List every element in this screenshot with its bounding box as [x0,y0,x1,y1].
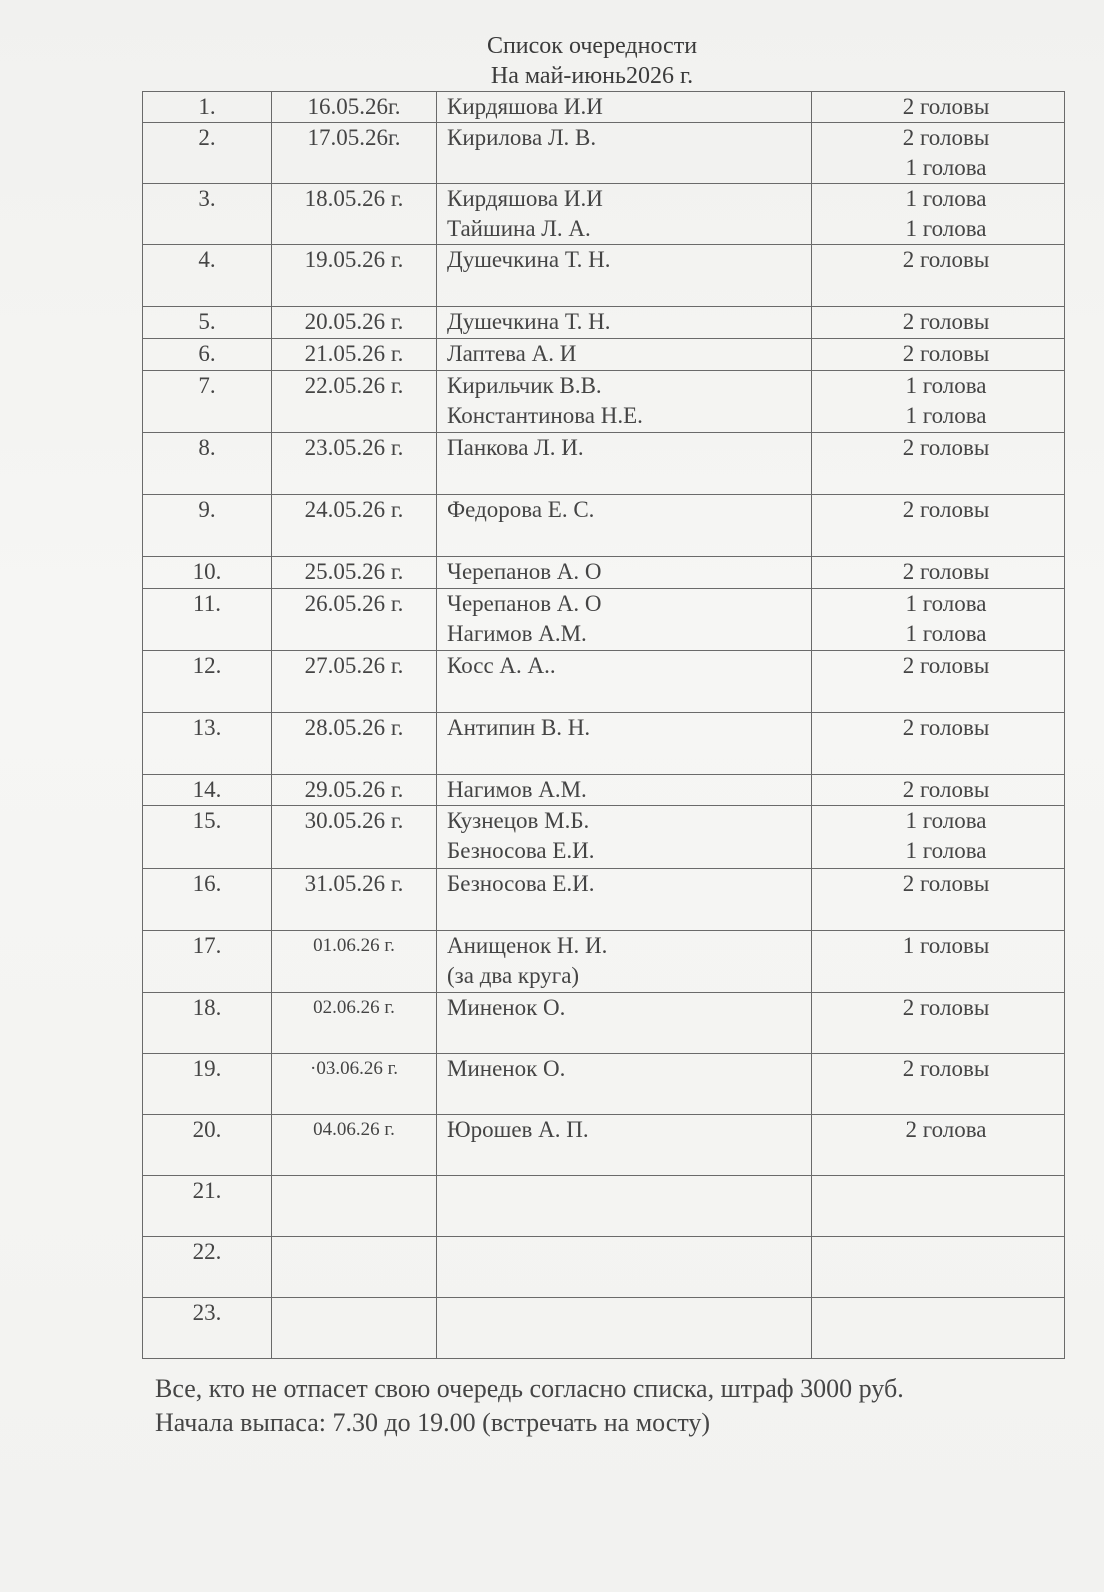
owner-name: Константинова Н.Е. [447,403,643,428]
owner-name: Нагимов А.М. [447,621,587,646]
owner-cell [437,307,812,339]
head-count-cell [812,1115,1065,1176]
owner-name: Панкова Л. И. [447,435,584,460]
date-cell [272,651,437,713]
row-number: 8. [198,435,216,460]
date-cell [272,245,437,307]
row-number: 22. [192,1239,222,1264]
duty-date: 30.05.26 г. [304,808,404,833]
owner-cell [437,993,812,1054]
date-cell [272,1054,437,1115]
row-number-cell [143,245,272,307]
queue-table-body [143,92,1065,1359]
date-cell [272,307,437,339]
date-cell [272,589,437,651]
date-cell [272,1176,437,1237]
duty-date: 20.05.26 г. [304,309,404,334]
table-row [143,869,1065,931]
row-number: 11. [193,591,221,616]
date-cell [272,775,437,806]
head-count-cell [812,123,1065,184]
head-count-cell [812,1054,1065,1115]
owner-cell [437,184,812,245]
row-number-cell [143,1115,272,1176]
owner-cell [437,339,812,371]
duty-date: 26.05.26 г. [304,591,404,616]
head-count: 1 головы [902,933,990,958]
owner-name: Нагимов А.М. [447,777,587,802]
owner-cell [437,1115,812,1176]
date-cell [272,92,437,123]
owner-cell [437,775,812,806]
table-row [143,589,1065,651]
head-count-cell [812,1176,1065,1237]
duty-date: 19.05.26 г. [304,247,404,272]
date-cell [272,1115,437,1176]
owner-cell [437,589,812,651]
owner-name: Лаптева А. И [447,341,577,366]
head-count-cell [812,92,1065,123]
row-number-cell [143,806,272,869]
grazing-hours-note: Начала выпаса: 7.30 до 19.00 (встречать на мосту) [155,1408,711,1437]
table-row [143,371,1065,433]
head-count-cell [812,775,1065,806]
owner-cell [437,123,812,184]
head-count: 2 головы [902,1056,990,1081]
head-count: 2 головы [902,309,990,334]
owner-cell [437,245,812,307]
duty-date: 27.05.26 г. [304,653,404,678]
head-count-cell [812,869,1065,931]
row-number: 9. [198,497,216,522]
row-number: 14. [192,777,222,802]
table-row [143,931,1065,993]
date-cell [272,123,437,184]
date-cell [272,1237,437,1298]
row-number-cell [143,1054,272,1115]
owner-cell [437,92,812,123]
owner-cell [437,495,812,557]
table-row [143,1054,1065,1115]
duty-date: 04.06.26 г. [313,1119,395,1140]
row-number: 3. [198,186,216,211]
owner-name: Кирилова Л. В. [447,125,597,150]
head-count: 2 головы [902,559,990,584]
table-row [143,557,1065,589]
owner-cell [437,713,812,775]
table-row [143,1115,1065,1176]
owner-cell [437,1054,812,1115]
duty-date: 29.05.26 г. [304,777,404,802]
head-count-cell [812,245,1065,307]
owner-name: Кирдяшова И.И [447,94,603,119]
owner-name: Душечкина Т. Н. [447,309,611,334]
head-count: 2 головы [902,125,990,150]
row-number: 1. [198,94,216,119]
owner-cell [437,931,812,993]
head-count-cell [812,557,1065,589]
date-cell [272,339,437,371]
head-count-cell [812,307,1065,339]
row-number: 20. [192,1117,222,1142]
row-number: 21. [192,1178,222,1203]
table-row [143,495,1065,557]
table-row [143,433,1065,495]
head-count: 2 головы [902,247,990,272]
row-number: 15. [192,808,222,833]
duty-date: 22.05.26 г. [304,373,404,398]
row-number-cell [143,371,272,433]
table-row [143,307,1065,339]
row-number-cell [143,92,272,123]
table-row [143,1298,1065,1359]
owner-cell [437,869,812,931]
table-row [143,1176,1065,1237]
head-count-cell [812,339,1065,371]
head-count: 2 головы [902,653,990,678]
date-cell [272,931,437,993]
document-title: Список очередности [486,33,698,59]
row-number-cell [143,1298,272,1359]
owner-cell [437,433,812,495]
owner-name: Кирильчик В.В. [447,373,602,398]
row-number-cell [143,307,272,339]
head-count-cell [812,495,1065,557]
head-count-cell [812,931,1065,993]
head-count: 2 головы [902,497,990,522]
document-subtitle: На май-июнь2026 г. [490,63,694,89]
head-count-cell [812,806,1065,869]
owner-name: Душечкина Т. Н. [447,247,611,272]
owner-name: Федорова Е. С. [447,497,595,522]
table-row [143,1237,1065,1298]
row-number-cell [143,433,272,495]
head-count: 1 голова [905,621,987,646]
duty-date: 18.05.26 г. [304,186,404,211]
head-count-cell [812,433,1065,495]
owner-name: Кузнецов М.Б. [447,808,590,833]
owner-name: Антипин В. Н. [447,715,591,740]
date-cell [272,371,437,433]
row-number: 18. [192,995,222,1020]
head-count-cell [812,371,1065,433]
row-number-cell [143,713,272,775]
row-number-cell [143,931,272,993]
date-cell [272,993,437,1054]
owner-cell [437,371,812,433]
owner-name: Кирдяшова И.И [447,186,603,211]
duty-date: 28.05.26 г. [304,715,404,740]
table-row [143,123,1065,184]
owner-name: Черепанов А. О [447,559,602,584]
head-count: 2 головы [902,715,990,740]
duty-date: 02.06.26 г. [313,997,395,1018]
row-number: 13. [192,715,222,740]
owner-name: Миненок О. [447,1056,566,1081]
duty-date: 17.05.26г. [307,125,401,150]
head-count: 2 головы [902,871,990,896]
row-number: 17. [192,933,222,958]
row-number-cell [143,651,272,713]
row-number-cell [143,589,272,651]
row-number-cell [143,775,272,806]
date-cell [272,495,437,557]
duty-date: ·03.06.26 г. [310,1058,398,1079]
row-number: 6. [198,341,216,366]
head-count-cell [812,993,1065,1054]
head-count: 1 голова [905,591,987,616]
owner-cell [437,651,812,713]
owner-name: Безносова Е.И. [447,838,595,863]
head-count-cell [812,589,1065,651]
row-number-cell [143,184,272,245]
head-count: 2 головы [902,435,990,460]
date-cell [272,433,437,495]
head-count: 2 головы [902,341,990,366]
date-cell [272,713,437,775]
table-row [143,993,1065,1054]
row-number-cell [143,557,272,589]
row-number-cell [143,869,272,931]
duty-date: 01.06.26 г. [313,935,395,956]
head-count: 2 головы [902,995,990,1020]
duty-date: 25.05.26 г. [304,559,404,584]
queue-table [142,91,1065,1359]
row-number-cell [143,339,272,371]
head-count: 1 голова [905,186,987,211]
date-cell [272,1298,437,1359]
table-row [143,339,1065,371]
owner-name: Миненок О. [447,995,566,1020]
owner-cell [437,1237,812,1298]
owner-name: Юрошев А. П. [447,1117,589,1142]
head-count: 2 голова [905,1117,987,1142]
owner-name: Безносова Е.И. [447,871,595,896]
table-row [143,92,1065,123]
row-number: 5. [198,309,216,334]
owner-name: (за два круга) [447,963,580,988]
table-row [143,806,1065,869]
row-number-cell [143,1176,272,1237]
owner-cell [437,1176,812,1237]
date-cell [272,184,437,245]
row-number: 4. [198,247,216,272]
head-count: 2 головы [902,94,990,119]
duty-date: 16.05.26г. [307,94,401,119]
row-number: 12. [192,653,222,678]
head-count-cell [812,184,1065,245]
table-row [143,713,1065,775]
head-count-cell [812,1237,1065,1298]
table-row [143,775,1065,806]
duty-date: 21.05.26 г. [304,341,404,366]
row-number: 7. [198,373,216,398]
head-count-cell [812,713,1065,775]
head-count: 1 голова [905,403,987,428]
owner-cell [437,557,812,589]
owner-name: Анищенок Н. И. [447,933,608,958]
head-count-cell [812,1298,1065,1359]
duty-date: 31.05.26 г. [304,871,404,896]
head-count: 2 головы [902,777,990,802]
head-count: 1 голова [905,216,987,241]
owner-name: Косс А. А.. [447,653,556,678]
row-number: 19. [192,1056,222,1081]
date-cell [272,869,437,931]
row-number-cell [143,1237,272,1298]
duty-date: 23.05.26 г. [304,435,404,460]
date-cell [272,557,437,589]
head-count: 1 голова [905,838,987,863]
row-number-cell [143,993,272,1054]
penalty-note: Все, кто не отпасет свою очередь согласно списка, штраф 3000 руб. [155,1374,904,1403]
owner-name: Тайшина Л. А. [447,216,591,241]
table-row [143,184,1065,245]
row-number: 23. [192,1300,222,1325]
head-count: 1 голова [905,373,987,398]
table-row [143,245,1065,307]
table-row [143,651,1065,713]
row-number: 10. [192,559,222,584]
row-number-cell [143,123,272,184]
owner-name: Черепанов А. О [447,591,602,616]
head-count-cell [812,651,1065,713]
row-number-cell [143,495,272,557]
row-number: 2. [198,125,216,150]
owner-cell [437,1298,812,1359]
duty-date: 24.05.26 г. [304,497,404,522]
head-count: 1 голова [905,155,987,180]
row-number: 16. [192,871,222,896]
owner-cell [437,806,812,869]
date-cell [272,806,437,869]
head-count: 1 голова [905,808,987,833]
